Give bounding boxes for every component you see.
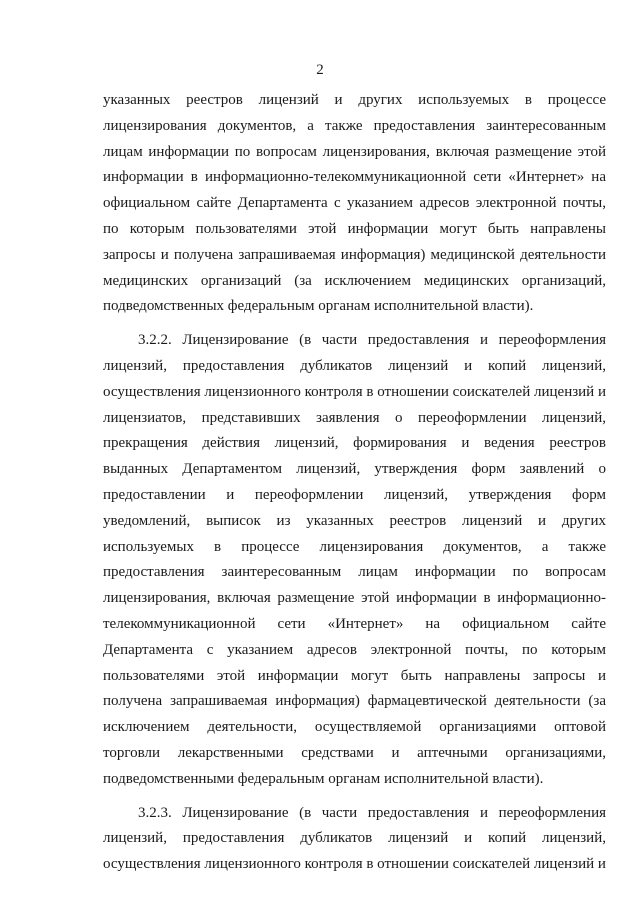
paragraph-3-2-3: 3.2.3. Лицензирование (в части предоставления и переоформления лицензий, предоставления дубликатов лицензий и копий лицензий, осуществления лицензионного контроля в отношении соискателей лицензий и bbox=[103, 804, 606, 873]
paragraph-3-2-2: 3.2.2. Лицензирование (в части предоставления и переоформления лицензий, предоставления дубликатов лицензий и копий лицензий, осуществления лицензионного контроля в отношении соискателей лицензий и лицензиатов, представивших заявления о переоформлении лицензий, прекращения действия лицензий, формирования и ведения реестров выданных Департаментом лицензий, утверждения форм заявлений о предоставлении и переоформлении лицензий, утверждения форм уведомлений, выписок из указанных реестров лицензий и других используемых в процессе лицензирования документов, а также предоставления заинтересованным лицам информации по вопросам лицензирования, включая размещение этой информации в информационно-телекоммуникационной сети «Интернет» на официальном сайте Департамента с указанием адресов электронной почты, по которым пользователями этой информации могут быть направлены запросы и получена запрашиваемая информация) фармацевтической деятельности (за исключением деятельности, осуществляемой организациями оптовой торговли лекарственными средствами и аптечными организациями, подведомственными федеральным органам исполнительной власти). bbox=[103, 332, 606, 787]
paragraph-continuation: указанных реестров лицензий и других используемых в процессе лицензирования документов, а также предоставления заинтересованным лицам информации по вопросам лицензирования, включая размещение этой информации в информационно-телекоммуникационной сети «Интернет» на официальном сайте Департамента с указанием адресов электронной почты, по которым пользователями этой информации могут быть направлены запросы и получена запрашиваемая информация) медицинской деятельности медицинских организаций (за исключением медицинских организаций, подведомственных федеральным органам исполнительной власти). bbox=[103, 92, 606, 315]
page-number: 2 bbox=[316, 62, 324, 78]
document-body bbox=[103, 88, 606, 878]
